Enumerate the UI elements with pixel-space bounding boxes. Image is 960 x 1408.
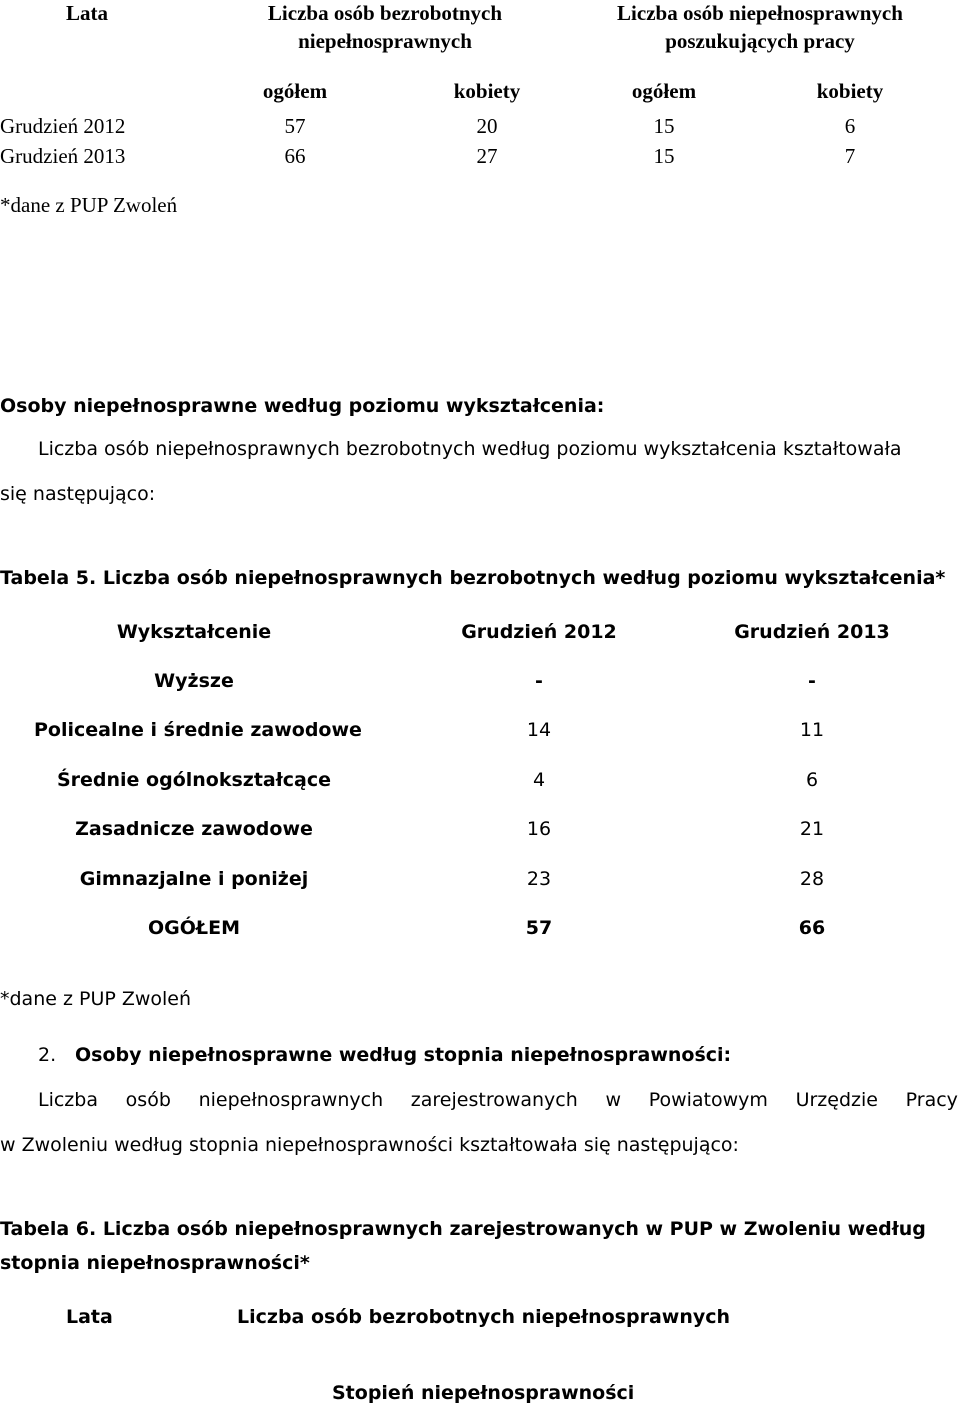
table5-cell-2012: - bbox=[535, 670, 543, 692]
paragraph-word: Powiatowym bbox=[648, 1089, 768, 1111]
table5-row-label: Wyższe bbox=[154, 670, 234, 692]
table4-sub-women-2: kobiety bbox=[816, 79, 884, 103]
table5-row-label: Zasadnicze zawodowe bbox=[75, 818, 313, 840]
degree-paragraph-line2: w Zwoleniu według stopnia niepełnosprawności kształtowała się następująco: bbox=[0, 1134, 739, 1156]
table4-cell: 57 bbox=[284, 114, 306, 138]
table5-cell-2013: 21 bbox=[799, 818, 825, 840]
section-number: 2. bbox=[38, 1044, 57, 1066]
table4-header-jobseekers-line2: poszukujących pracy bbox=[665, 29, 855, 54]
section-heading-education: Osoby niepełnosprawne według poziomu wykształcenia: bbox=[0, 395, 605, 417]
table5-cell-2013: 28 bbox=[799, 868, 825, 890]
table5-row-label: Policealne i średnie zawodowe bbox=[34, 719, 362, 741]
table4-header-jobseekers bbox=[580, 0, 940, 56]
table5-cell-2012-total: 57 bbox=[525, 917, 553, 939]
paragraph-word: osób bbox=[125, 1089, 171, 1111]
paragraph-word: zarejestrowanych bbox=[410, 1089, 578, 1111]
paragraph-word: Urzędzie bbox=[795, 1089, 878, 1111]
section-heading-degree: Osoby niepełnosprawne według stopnia niepełnosprawności: bbox=[75, 1044, 732, 1066]
table5-cell-2013: - bbox=[808, 670, 816, 692]
table5-row-label-total: OGÓŁEM bbox=[148, 917, 240, 939]
table4-cell: 15 bbox=[653, 114, 675, 138]
table4-cell: 15 bbox=[653, 144, 675, 168]
table6-caption-line1: Tabela 6. Liczba osób niepełnosprawnych zarejestrowanych w PUP w Zwoleniu według bbox=[0, 1218, 926, 1240]
table5-cell-2013: 11 bbox=[799, 719, 825, 741]
education-paragraph-line1: Liczba osób niepełnosprawnych bezrobotnych według poziomu wykształcenia kształtowała bbox=[38, 438, 902, 460]
education-paragraph-line2: się następująco: bbox=[0, 483, 156, 505]
table5-row-label: Gimnazjalne i poniżej bbox=[79, 868, 309, 890]
table4-cell: 20 bbox=[476, 114, 498, 138]
paragraph-word: Liczba bbox=[38, 1089, 98, 1111]
table6-header-count: Liczba osób bezrobotnych niepełnosprawnych bbox=[237, 1306, 731, 1328]
table4-cell: 7 bbox=[844, 144, 856, 168]
table6-header-year: Lata bbox=[66, 1306, 113, 1328]
table4-row-label: Grudzień 2012 bbox=[0, 114, 126, 138]
table6-caption-line2: stopnia niepełnosprawności* bbox=[0, 1252, 310, 1274]
table5-cell-2012: 16 bbox=[526, 818, 552, 840]
table4-cell: 27 bbox=[476, 144, 498, 168]
table4-header-unemployed-line1: Liczba osób bezrobotnych bbox=[267, 1, 503, 25]
table5-header-2012: Grudzień 2012 bbox=[461, 621, 617, 643]
table4-sub-total-1: ogółem bbox=[262, 79, 328, 103]
table5-header-education: Wykształcenie bbox=[116, 621, 272, 643]
table4-cell: 66 bbox=[284, 144, 306, 168]
table4-header-jobseekers-line1: Liczba osób niepełnosprawnych bbox=[617, 1, 903, 25]
table5-source-note: *dane z PUP Zwoleń bbox=[0, 988, 192, 1010]
table5-cell-2013: 6 bbox=[805, 769, 819, 791]
table5-header-2013: Grudzień 2013 bbox=[734, 621, 890, 643]
table4-sub-women-1: kobiety bbox=[453, 79, 521, 103]
table5-row-label: Średnie ogólnokształcące bbox=[56, 769, 332, 791]
table4-row-label: Grudzień 2013 bbox=[0, 144, 126, 168]
table5-caption: Tabela 5. Liczba osób niepełnosprawnych bezrobotnych według poziomu wykształcenia* bbox=[0, 567, 946, 589]
degree-paragraph-line1 bbox=[38, 1088, 958, 1113]
paragraph-word: niepełnosprawnych bbox=[198, 1089, 384, 1111]
table4-header-year: Lata bbox=[66, 1, 108, 25]
table5-cell-2012: 23 bbox=[526, 868, 552, 890]
table5-cell-2013-total: 66 bbox=[798, 917, 826, 939]
paragraph-word: Pracy bbox=[905, 1089, 958, 1111]
table6-subheader-degree: Stopień niepełnosprawności bbox=[332, 1382, 635, 1404]
table5-cell-2012: 4 bbox=[532, 769, 546, 791]
paragraph-word: w bbox=[605, 1089, 622, 1111]
table4-cell: 6 bbox=[844, 114, 856, 138]
table4-header-unemployed bbox=[230, 0, 540, 56]
table4-source-note: *dane z PUP Zwoleń bbox=[0, 193, 178, 217]
table5-cell-2012: 14 bbox=[526, 719, 552, 741]
table4-header-unemployed-line2: niepełnosprawnych bbox=[298, 29, 472, 54]
table4-sub-total-2: ogółem bbox=[631, 79, 697, 103]
